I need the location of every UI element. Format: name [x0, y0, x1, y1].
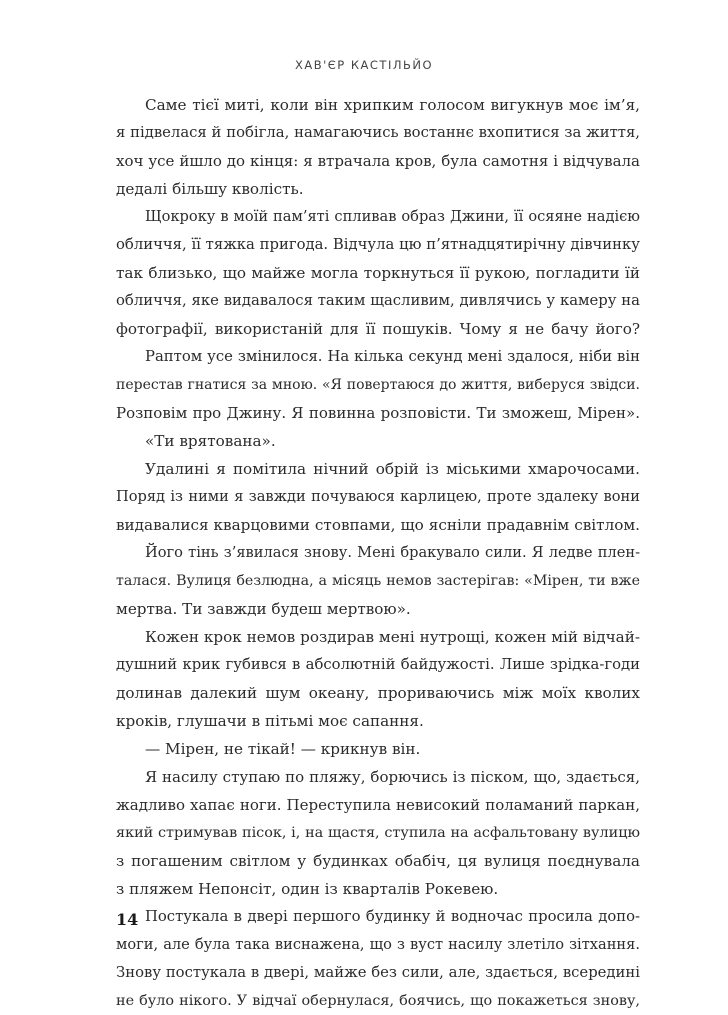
text-line: Удалині я помітила нічний обрій із міськими хмарочосами.: [145, 460, 640, 478]
text-line: моги, але була така виснажена, що з вуст насилу злетіло зітхання.: [116, 936, 640, 953]
text-line: я підвелася й побігла, намагаючись востаннє вхопитися за життя,: [116, 124, 640, 141]
text-line: фотографії, використаній для її пошуків. Чому я не бачу його?: [116, 320, 640, 338]
text-line: з пляжем Непонсіт, один із кварталів Рокевею.: [116, 880, 499, 898]
text-line: долинав далекий шум океану, прориваючись між моїх кволих: [116, 684, 640, 702]
text-line: «Ти врятована».: [145, 432, 276, 450]
text-line: — Мірен, не тікай! — крикнув він.: [145, 740, 421, 758]
text-line: жадливо хапає ноги. Переступила невисокий поламаний паркан,: [116, 796, 640, 814]
text-line: з погашеним світлом у будинках обабіч, ця вулиця поєднувала: [116, 852, 640, 870]
text-line: Раптом усе змінилося. На кілька секунд мені здалося, ніби він: [145, 348, 640, 365]
text-line: Я насилу ступаю по пляжу, борючись із піском, що, здається,: [145, 768, 640, 786]
text-line: Кожен крок немов роздирав мені нутрощі, кожен мій відчай-: [145, 628, 640, 646]
text-line: душний крик губився в абсолютній байдужості. Лише зрідка-годи: [116, 656, 640, 673]
text-line: перестав гнатися за мною. «Я повертаюся до життя, виберуся звідси.: [116, 377, 640, 393]
text-line: Саме тієї миті, коли він хрипким голосом вигукнув моє ім’я,: [145, 96, 640, 114]
text-line: хоч усе йшло до кінця: я втрачала кров, була самотня і відчувала: [116, 152, 640, 170]
text-line: талася. Вулиця безлюдна, а місяць немов застерігав: «Мірен, ти вже: [116, 573, 640, 589]
text-line: який стримував пісок, і, на щастя, ступила на асфальтовану вулицю: [116, 825, 640, 841]
text-line: мертва. Ти завжди будеш мертвою».: [116, 600, 411, 618]
text-line: обличчя, яке видавалося таким щасливим, дивлячись у камеру на: [116, 292, 640, 309]
page-number: 14: [116, 910, 139, 929]
text-line: Розповім про Джину. Я повинна розповісти. Ти зможеш, Мірен».: [116, 404, 640, 422]
text-line: Щокроку в моїй пам’яті спливав образ Джини, її осяяне надією: [145, 208, 640, 225]
running-head: ХАВ'ЄР КАСТІЛЬЙО: [294, 58, 434, 72]
text-line: кроків, глушачи в пітьмі моє сапання.: [116, 712, 424, 730]
text-line: дедалі більшу кволість.: [116, 180, 304, 198]
body-text: [116, 91, 640, 1015]
text-line: так близько, що майже могла торкнуться її рукою, погладити їй: [116, 264, 640, 282]
text-line: видавалися кварцовими стовпами, що ясніли прадавнім світлом.: [116, 516, 640, 534]
text-line: Його тінь з’явилася знову. Мені бракувало сили. Я ледве плен-: [145, 544, 640, 561]
text-line: Поряд із ними я завжди почуваюся карлицею, проте здалеку вони: [116, 488, 640, 505]
text-line: Постукала в двері першого будинку й водночас просила допо-: [145, 908, 640, 925]
text-line: обличчя, її тяжка пригода. Відчула цю п’ятнадцятирічну дівчинку: [116, 236, 640, 253]
text-line: не було нікого. У відчаї обернулася, боячись, що покажеться знову,: [116, 993, 640, 1009]
text-line: Знову постукала в двері, майже без сили, але, здається, всередині: [116, 964, 640, 981]
